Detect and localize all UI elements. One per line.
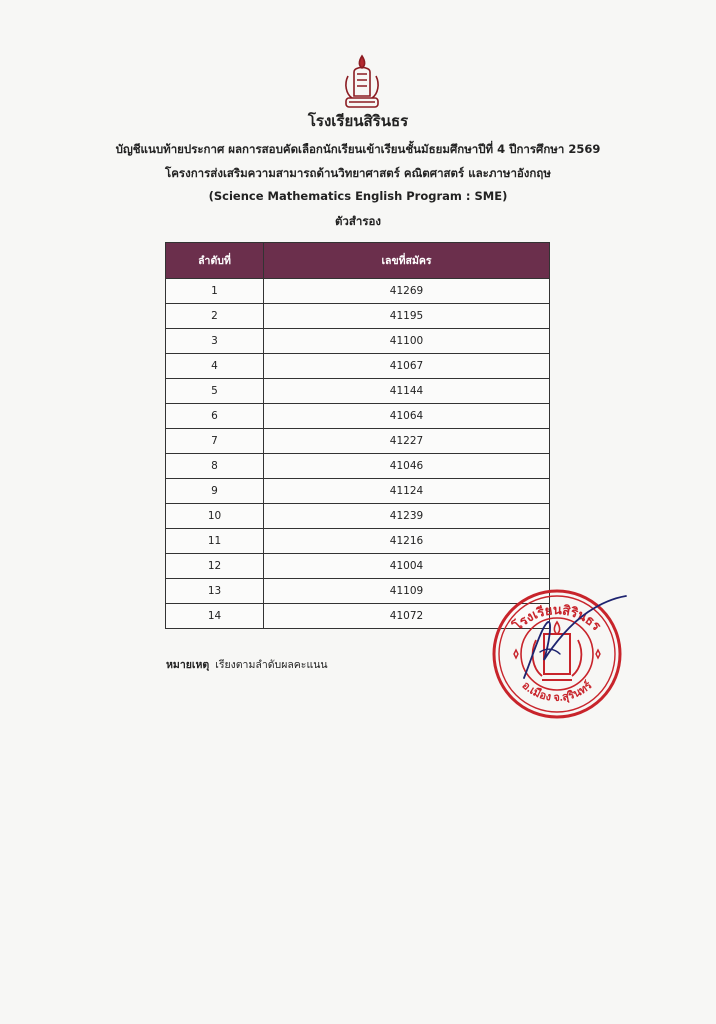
order-cell: 8: [166, 454, 264, 479]
application-number-cell: 41072: [264, 604, 550, 629]
table-row: [166, 429, 550, 454]
table-row: [166, 554, 550, 579]
svg-text:อ.เมือง จ.สุรินทร์: [519, 679, 594, 705]
announcement-title: บัญชีแนบท้ายประกาศ ผลการสอบคัดเลือกนักเรียนเข้าเรียนชั้นมัธยมศึกษาปีที่ 4 ปีการศึกษา 2569: [115, 142, 601, 156]
program-name-english: (Science Mathematics English Program : SME): [208, 189, 508, 203]
table-header-row: [166, 243, 550, 279]
table-row: [166, 479, 550, 504]
order-cell: 3: [166, 329, 264, 354]
order-cell: 11: [166, 529, 264, 554]
school-emblem-icon: [340, 52, 384, 114]
application-number-cell: 41004: [264, 554, 550, 579]
application-number-cell: 41216: [264, 529, 550, 554]
order-cell: 7: [166, 429, 264, 454]
order-cell: 14: [166, 604, 264, 629]
school-seal-stamp: [484, 582, 630, 722]
school-name: โรงเรียนสิรินธร: [307, 112, 409, 130]
footnote: [166, 656, 328, 673]
application-number-cell: 41269: [264, 279, 550, 304]
application-number-cell: 41227: [264, 429, 550, 454]
footnote-text: เรียงตามลำดับผลคะแนน: [215, 659, 328, 671]
table-row: [166, 354, 550, 379]
table-row: [166, 379, 550, 404]
table-row: [166, 504, 550, 529]
order-cell: 13: [166, 579, 264, 604]
application-number-cell: 41064: [264, 404, 550, 429]
table-row: [166, 279, 550, 304]
application-number-cell: 41046: [264, 454, 550, 479]
application-number-cell: 41100: [264, 329, 550, 354]
application-number-cell: 41195: [264, 304, 550, 329]
table-row: [166, 529, 550, 554]
order-cell: 5: [166, 379, 264, 404]
table-row: [166, 454, 550, 479]
order-cell: 4: [166, 354, 264, 379]
footnote-label: หมายเหตุ: [166, 659, 210, 671]
order-cell: 1: [166, 279, 264, 304]
column-header-application-number: เลขที่สมัคร: [264, 243, 550, 279]
seal-top-text: โรงเรียนสิรินธร: [509, 602, 605, 634]
application-number-cell: 41144: [264, 379, 550, 404]
table-row: [166, 329, 550, 354]
reserve-list-table: [165, 242, 550, 629]
order-cell: 12: [166, 554, 264, 579]
table-row: [166, 304, 550, 329]
order-cell: 9: [166, 479, 264, 504]
order-cell: 2: [166, 304, 264, 329]
order-cell: 6: [166, 404, 264, 429]
order-cell: 10: [166, 504, 264, 529]
application-number-cell: 41239: [264, 504, 550, 529]
column-header-order: ลำดับที่: [166, 243, 264, 279]
seal-bottom-text: อ.เมือง จ.สุรินทร์: [519, 679, 595, 704]
list-type: ตัวสำรอง: [334, 214, 382, 228]
application-number-cell: 41067: [264, 354, 550, 379]
application-number-cell: 41109: [264, 579, 550, 604]
program-name-thai: โครงการส่งเสริมความสามารถด้านวิทยาศาสตร์ คณิตศาสตร์ และภาษาอังกฤษ: [165, 166, 551, 180]
application-number-cell: 41124: [264, 479, 550, 504]
table-row: [166, 404, 550, 429]
